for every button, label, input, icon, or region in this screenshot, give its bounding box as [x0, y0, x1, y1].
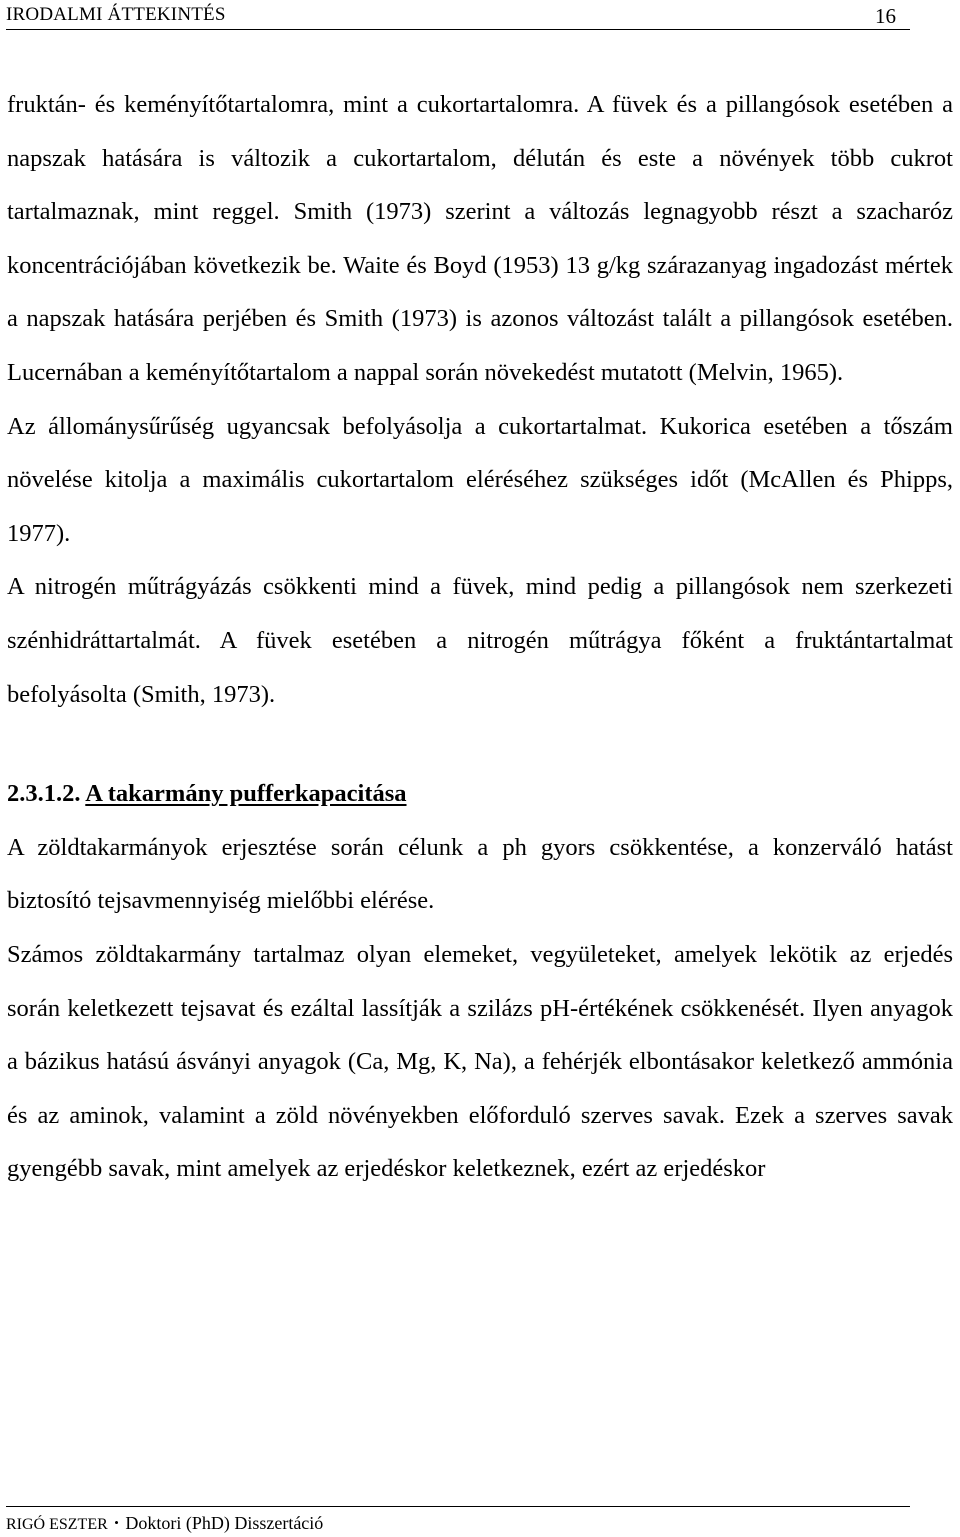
page-number: 16	[875, 4, 896, 28]
footer-line	[6, 1513, 323, 1534]
section-title: A takarmány pufferkapacitása	[85, 780, 407, 808]
section-number: 2.3.1.2.	[7, 780, 81, 808]
paragraph-nitrogen-fertilization: A nitrogén műtrágyázás csökkenti mind a füvek, mind pedig a pillangósok nem szerkezeti szénhidráttartalmát. A füvek esetében a nitrogén műtrágya főként a fruktántartalmat befolyásolta (Smith, 1973).	[7, 573, 953, 708]
page-header	[6, 2, 910, 30]
paragraph-fermentation-goal: A zöldtakarmányok erjesztése során célunk a ph gyors csökkentése, a konzerváló hatást biztosító tejsavmennyiség mielőbbi elérése.	[7, 833, 953, 915]
document-body	[7, 78, 953, 1196]
paragraph-daily-variation: fruktán- és keményítőtartalomra, mint a cukortartalomra. A füvek és a pillangósok esetében a napszak hatására is változik a cukortartalom, délután és este a növények több cukrot tartalmaznak, mint reggel. Smith (1973) szerint a változás legnagyobb részt a szacharóz koncentrációjában következik be. Waite és Boyd (1953) 13 g/kg szárazanyag ingadozást mértek a napszak hatására perjében és Smith (1973) is azonos változást talált a pillangósok esetében. Lucernában a keményítőtartalom a nappal során növekedést mutatott (Melvin, 1965).	[7, 91, 953, 386]
section-heading	[7, 767, 953, 821]
footer-document-type: Doktori (PhD) Disszertáció	[125, 1513, 324, 1533]
footer-bullet: •	[114, 1515, 119, 1530]
footer-author: RIGÓ ESZTER	[6, 1516, 108, 1533]
paragraph-stand-density: Az állománysűrűség ugyancsak befolyásolja a cukortartalmat. Kukorica esetében a tőszám növelése kitolja a maximális cukortartalom eléréséhez szükséges időt (McAllen és Phipps, 1977).	[7, 412, 953, 547]
page-footer	[6, 1506, 910, 1533]
paragraph-buffer-substances: Számos zöldtakarmány tartalmaz olyan elemeket, vegyületeket, amelyek lekötik az erjedés során keletkezett tejsavat és ezáltal lassítják a szilázs pH-értékének csökkenését. Ilyen anyagok a bázikus hatású ásványi anyagok (Ca, Mg, K, Na), a fehérjék elbontásakor keletkező ammónia és az aminok, valamint a zöld növényekben előforduló szerves savak. Ezek a szerves savak gyengébb savak, mint amelyek az erjedéskor keletkeznek, ezért az erjedéskor	[7, 940, 953, 1183]
section-spacer	[7, 721, 953, 767]
running-header-title: IRODALMI ÁTTEKINTÉS	[6, 4, 226, 25]
